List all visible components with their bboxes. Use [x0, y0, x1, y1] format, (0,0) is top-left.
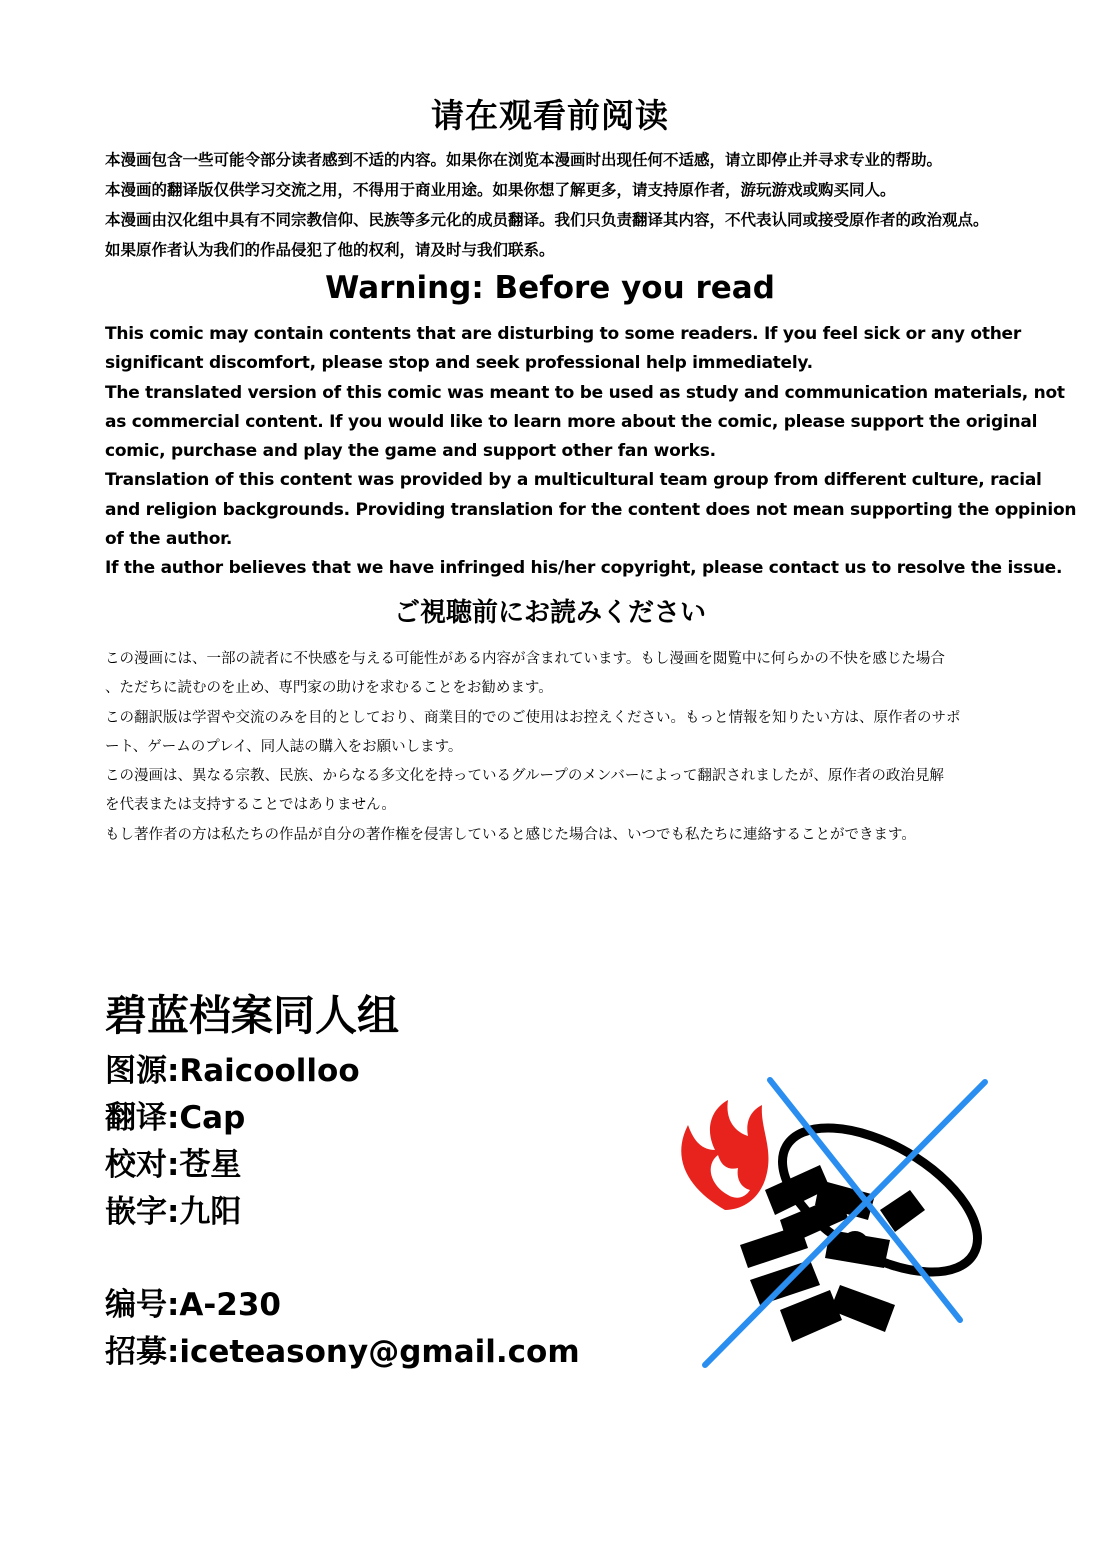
japanese-notice — [105, 645, 1005, 850]
english-notice-line: Translation of this content was provided by a multicultural team group from different culture, racial — [105, 470, 1042, 491]
english-notice — [105, 320, 1077, 584]
credit-typesetter: 嵌字:九阳 — [105, 1194, 242, 1230]
english-heading: Warning: Before you read — [325, 270, 775, 306]
english-notice-line: as commercial content. If you would like to learn more about the comic, please support the original — [105, 411, 1038, 432]
japanese-notice-line: もし著作者の方は私たちの作品が自分の著作権を侵害していると感じた場合は、いつでも私たちに連絡することができます。 — [105, 826, 916, 843]
japanese-notice-line: を代表または支持することではありません。 — [105, 797, 396, 814]
chinese-notice-line: 本漫画的翻译版仅供学习交流之用，不得用于商业用途。如果你想了解更多，请支持原作者，游玩游戏或购买同人。 — [105, 181, 896, 199]
group-logo-icon — [670, 1070, 1000, 1370]
english-notice-line: This comic may contain contents that are disturbing to some readers. If you feel sick or any other — [105, 324, 1021, 344]
english-notice-line: of the author. — [105, 529, 233, 550]
japanese-heading: ご視聴前にお読みください — [393, 598, 706, 628]
english-notice-line: significant discomfort, please stop and seek professional help immediately. — [105, 353, 813, 374]
japanese-notice-line: ート、ゲームのプレイ、同人誌の購入をお願いします。 — [105, 738, 463, 755]
group-name: 碧蓝档案同人组 — [105, 991, 400, 1040]
chinese-notice-line: 本漫画包含一些可能令部分读者感到不适的内容。如果你在浏览本漫画时出现任何不适感，请立即停止并寻求专业的帮助。 — [105, 151, 943, 169]
credit-recruit[interactable]: 招募:iceteasony@gmail.com — [105, 1334, 580, 1370]
credit-translator: 翻译:Cap — [105, 1100, 246, 1136]
english-notice-line: If the author believes that we have infringed his/her copyright, please contact us to resolve the issue. — [105, 558, 1063, 579]
credits — [105, 988, 580, 1376]
credit-source: 图源:Raicoolloo — [105, 1053, 360, 1089]
chinese-notice-line: 本漫画由汉化组中具有不同宗教信仰、民族等多元化的成员翻译。我们只负责翻译其内容，不代表认同或接受原作者的政治观点。 — [105, 211, 989, 229]
japanese-notice-line: 、ただちに読むのを止め、専門家の助けを求むることをお勧めます。 — [105, 680, 553, 697]
chinese-heading: 请在观看前阅读 — [431, 96, 669, 135]
english-notice-line: The translated version of this comic was meant to be used as study and communication materials, not — [105, 382, 1065, 403]
english-notice-line: and religion backgrounds. Providing translation for the content does not mean supporting the oppinion — [105, 499, 1077, 520]
english-notice-line: comic, purchase and play the game and support other fan works. — [105, 441, 716, 462]
japanese-notice-line: この漫画には、一部の読者に不快感を与える可能性がある内容が含まれています。もし漫画を閲覧中に何らかの不快を感じた場合 — [105, 651, 945, 667]
credit-proofreader: 校对:苍星 — [105, 1147, 242, 1183]
chinese-notice — [105, 145, 1005, 265]
credit-number: 编号:A-230 — [105, 1287, 281, 1323]
chinese-notice-line: 如果原作者认为我们的作品侵犯了他的权利，请及时与我们联系。 — [105, 241, 555, 259]
japanese-notice-line: この翻訳版は学習や交流のみを目的としており、商業目的でのご使用はお控えください。もっと情報を知りたい方は、原作者のサポ — [105, 709, 961, 726]
japanese-notice-line: この漫画は、異なる宗教、民族、からなる多文化を持っているグループのメンバーによって翻訳されましたが、原作者の政治見解 — [105, 768, 944, 785]
